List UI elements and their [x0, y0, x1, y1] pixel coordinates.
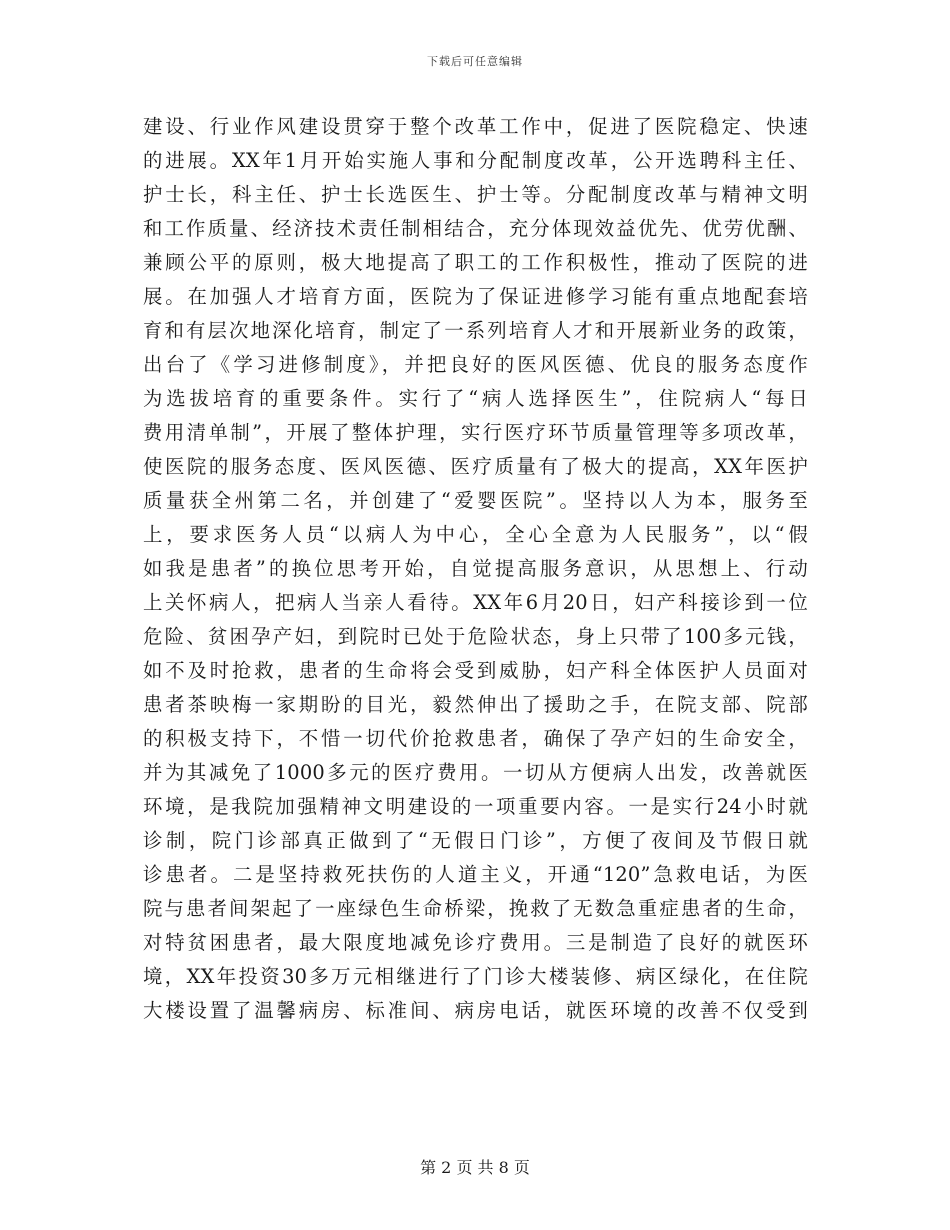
body-line: 和工作质量、经济技术责任制相结合，充分体现效益优先、优劳优酬、 [143, 217, 808, 240]
body-line: 的积极支持下，不惜一切代价抢救患者，确保了孕产妇的生命安全， [143, 727, 808, 750]
body-line: 使医院的服务态度、医风医德、医疗质量有了极大的提高，XX年医护 [143, 455, 808, 478]
body-line: 患者茶映梅一家期盼的目光，毅然伸出了援助之手，在院支部、院部 [143, 693, 808, 716]
body-line: 诊制，院门诊部真正做到了“无假日门诊”，方便了夜间及节假日就 [143, 829, 808, 852]
body-line: 并为其减免了1000多元的医疗费用。一切从方便病人出发，改善就医 [143, 761, 808, 784]
document-body [143, 110, 808, 1028]
body-line: 兼顾公平的原则，极大地提高了职工的工作积极性，推动了医院的进 [143, 251, 808, 274]
body-line: 的进展。XX年1月开始实施人事和分配制度改革，公开选聘科主任、 [143, 149, 808, 172]
body-line: 大楼设置了温馨病房、标准间、病房电话，就医环境的改善不仅受到 [143, 999, 808, 1022]
body-line: 护士长，科主任、护士长选医生、护士等。分配制度改革与精神文明 [143, 183, 808, 206]
body-line: 环境，是我院加强精神文明建设的一项重要内容。一是实行24小时就 [143, 795, 808, 818]
body-line: 对特贫困患者，最大限度地减免诊疗费用。三是制造了良好的就医环 [143, 931, 808, 954]
page-number: 第 2 页 共 8 页 [420, 1158, 530, 1177]
body-line: 建设、行业作风建设贯穿于整个改革工作中，促进了医院稳定、快速 [143, 115, 808, 138]
body-line: 上，要求医务人员“以病人为中心，全心全意为人民服务”，以“假 [143, 523, 808, 546]
body-line: 诊患者。二是坚持救死扶伤的人道主义，开通“120”急救电话，为医 [143, 863, 808, 886]
body-line: 为选拔培育的重要条件。实行了“病人选择医生”，住院病人“每日 [143, 387, 808, 410]
body-line: 如我是患者”的换位思考开始，自觉提高服务意识，从思想上、行动 [143, 557, 808, 580]
body-line: 危险、贫困孕产妇，到院时已处于危险状态，身上只带了100多元钱， [143, 625, 808, 648]
body-line: 费用清单制”，开展了整体护理，实行医疗环节质量管理等多项改革， [143, 421, 808, 444]
body-line: 展。在加强人才培育方面，医院为了保证进修学习能有重点地配套培 [143, 285, 808, 308]
body-line: 上关怀病人，把病人当亲人看待。XX年6月20日，妇产科接诊到一位 [143, 591, 808, 614]
body-line: 境，XX年投资30多万元相继进行了门诊大楼装修、病区绿化，在住院 [143, 965, 808, 988]
body-line: 育和有层次地深化培育，制定了一系列培育人才和开展新业务的政策， [143, 319, 808, 342]
body-line: 院与患者间架起了一座绿色生命桥梁，挽救了无数急重症患者的生命， [143, 897, 808, 920]
body-line: 出台了《学习进修制度》，并把良好的医风医德、优良的服务态度作 [143, 353, 808, 376]
body-line: 质量获全州第二名，并创建了“爱婴医院”。坚持以人为本，服务至 [143, 489, 808, 512]
body-line: 如不及时抢救，患者的生命将会受到威胁，妇产科全体医护人员面对 [143, 659, 808, 682]
page-header: 下载后可任意编辑 [427, 55, 523, 68]
